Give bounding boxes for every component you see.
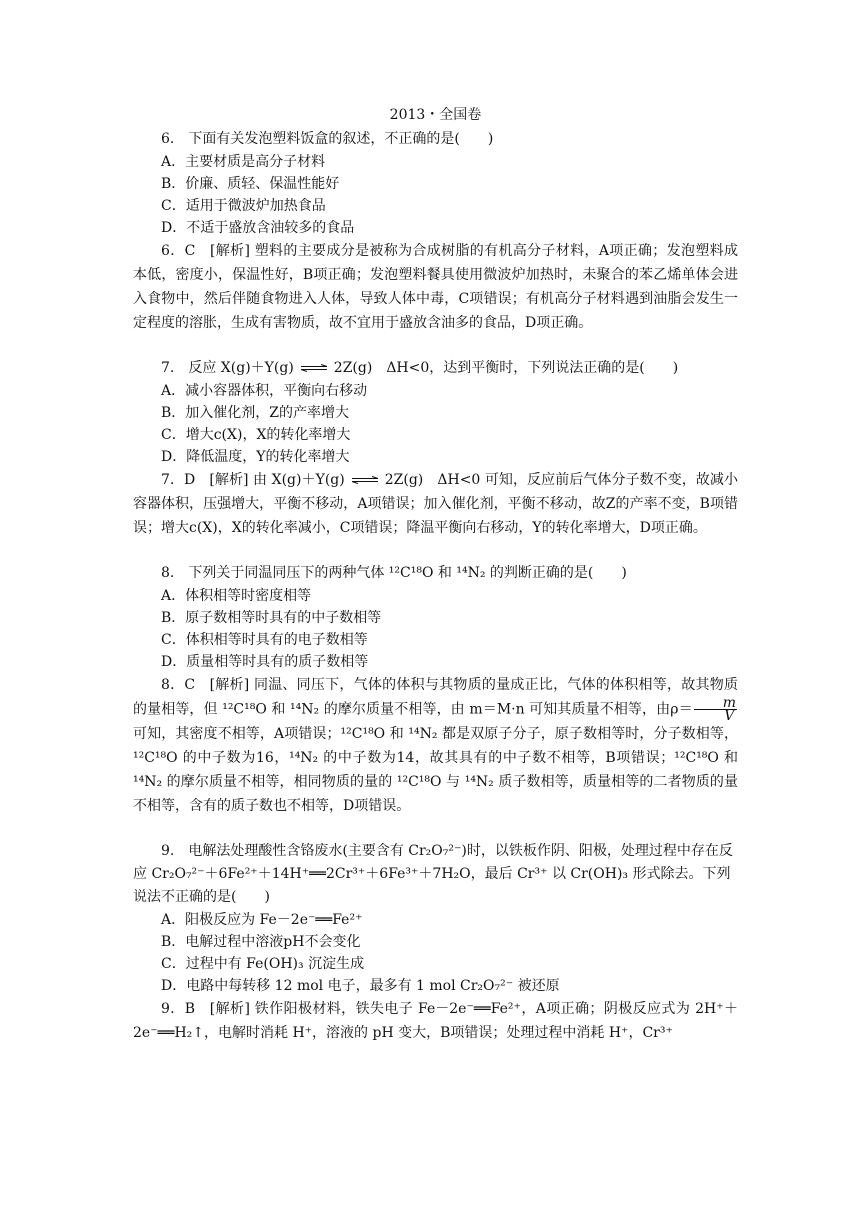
question-6-option-c: C．适用于微波炉加热食品 xyxy=(161,198,326,214)
page-title: 2013・全国卷 xyxy=(389,107,482,123)
density-fraction xyxy=(694,697,737,722)
question-8-option-b: B．原子数相等时具有的中子数相等 xyxy=(161,610,382,626)
question-8-stem: 8. 下列关于同温同压下的两种气体 ¹²C¹⁸O 和 ¹⁴N₂ 的判断正确的是( ) xyxy=(161,565,627,581)
question-8-option-a: A．体积相等时密度相等 xyxy=(161,588,312,604)
question-6-stem: 6. 下面有关发泡塑料饭盒的叙述，不正确的是( ) xyxy=(161,131,494,147)
density-symbol: ρ＝ xyxy=(670,701,693,718)
question-9-option-b: B．电解过程中溶液pH不会变化 xyxy=(161,934,361,950)
question-9-option-d: D．电路中每转移 12 mol 电子，最多有 1 mol Cr₂O₇²⁻ 被还原 xyxy=(161,978,560,994)
equilibrium-arrow-icon xyxy=(300,364,328,372)
question-9-stem: 9. 电解法处理酸性含铬废水(主要含有 Cr₂O₇²⁻)时，以铁板作阴、阳极，处理过程中存在反应 Cr₂O₇²⁻＋6Fe²⁺＋14H⁺══2Cr³⁺＋6Fe³⁺＋7H₂O，最后 Cr³⁺ 以 Cr(OH)₃ 形式除去。下列说法不正确的是( ) xyxy=(133,843,733,905)
question-8-option-d: D．质量相等时具有的质子数相等 xyxy=(161,654,369,670)
question-7-answer xyxy=(133,468,738,540)
question-6-option-d: D．不适于盛放含油较多的食品 xyxy=(161,220,355,236)
question-8-answer-part-b: 可知，其密度不相等，A项错误；¹²C¹⁸O 和 ¹⁴N₂ 都是双原子分子，原子数相等时，分子数相等，¹²C¹⁸O 的中子数为16，¹⁴N₂ 的中子数为14，故其具有的中子数不相等，B项错误；¹²C¹⁸O 和 ¹⁴N₂ 的摩尔质量不相等，相同物质的量的 ¹²C¹⁸O 与 ¹⁴N₂ 质子数相等，质量相等的二者物质的量不相等，含有的质子数也不相等，D项错误。 xyxy=(133,726,738,814)
question-7-option-d: D．降低温度，Y的转化率增大 xyxy=(161,449,350,465)
question-6-option-a: A．主要材质是高分子材料 xyxy=(161,154,326,170)
question-7-answer-suffix: 2Z(g) ΔH<0 可知，反应前后气体分子数不变，故减小容器体积，压强增大，平衡不移动，A项错误；加入催化剂，平衡不移动，故Z的产率不变，B项错误；增大c(X)，X的转化率减小，C项错误；降温平衡向右移动，Y的转化率增大，D项正确。 xyxy=(133,472,738,536)
question-8-answer xyxy=(133,673,738,818)
fraction-denominator: V xyxy=(724,708,735,724)
question-9-option-c: C．过程中有 Fe(OH)₃ 沉淀生成 xyxy=(161,956,365,972)
question-6-answer: 6．C [解析] 塑料的主要成分是被称为合成树脂的有机高分子材料，A项正确；发泡塑料成本低，密度小，保温性好，B项正确；发泡塑料餐具使用微波炉加热时，未聚合的苯乙烯单体会进入食物中，然后伴随食物进入人体，导致人体中毒，C项错误；有机高分子材料遇到油脂会发生一定程度的溶胀，生成有害物质，故不宜用于盛放含油多的食品，D项正确。 xyxy=(133,243,738,331)
equilibrium-arrow-icon xyxy=(351,476,379,484)
question-8-answer-part-a: 8．C [解析] 同温、同压下，气体的体积与其物质的量成正比，气体的体积相等，故其物质的量相等，但 ¹²C¹⁸O 和 ¹⁴N₂ 的摩尔质量不相等，由 m＝M·n 可知其质量不相等，由 xyxy=(133,677,738,718)
question-9-option-a: A．阳极反应为 Fe－2e⁻══Fe²⁺ xyxy=(161,912,363,928)
question-9-answer: 9．B [解析] 铁作阳极材料，铁失电子 Fe－2e⁻══Fe²⁺，A项正确；阴极反应式为 2H⁺＋2e⁻══H₂↑，电解时消耗 H⁺，溶液的 pH 变大，B项错误；处理过程中消耗 H⁺，Cr³⁺ xyxy=(133,1001,738,1041)
question-7-stem-prefix: 7. 反应 X(g)＋Y(g) xyxy=(161,360,294,376)
question-7-answer-prefix: 7．D [解析] 由 X(g)＋Y(g) xyxy=(161,472,345,488)
question-6-option-b: B．价廉、质轻、保温性能好 xyxy=(161,176,340,192)
fraction-numerator: m xyxy=(694,697,737,710)
question-7-option-c: C．增大c(X)，X的转化率增大 xyxy=(161,427,351,443)
question-7-option-a: A．减小容器体积，平衡向右移动 xyxy=(161,383,368,399)
question-7-stem-suffix: 2Z(g) ΔH<0，达到平衡时，下列说法正确的是( ) xyxy=(333,360,679,376)
question-7-stem xyxy=(133,357,738,380)
question-7-option-b: B．加入催化剂，Z的产率增大 xyxy=(161,405,350,421)
document-content xyxy=(133,104,738,1045)
question-8-option-c: C．体积相等时具有的电子数相等 xyxy=(161,632,368,648)
